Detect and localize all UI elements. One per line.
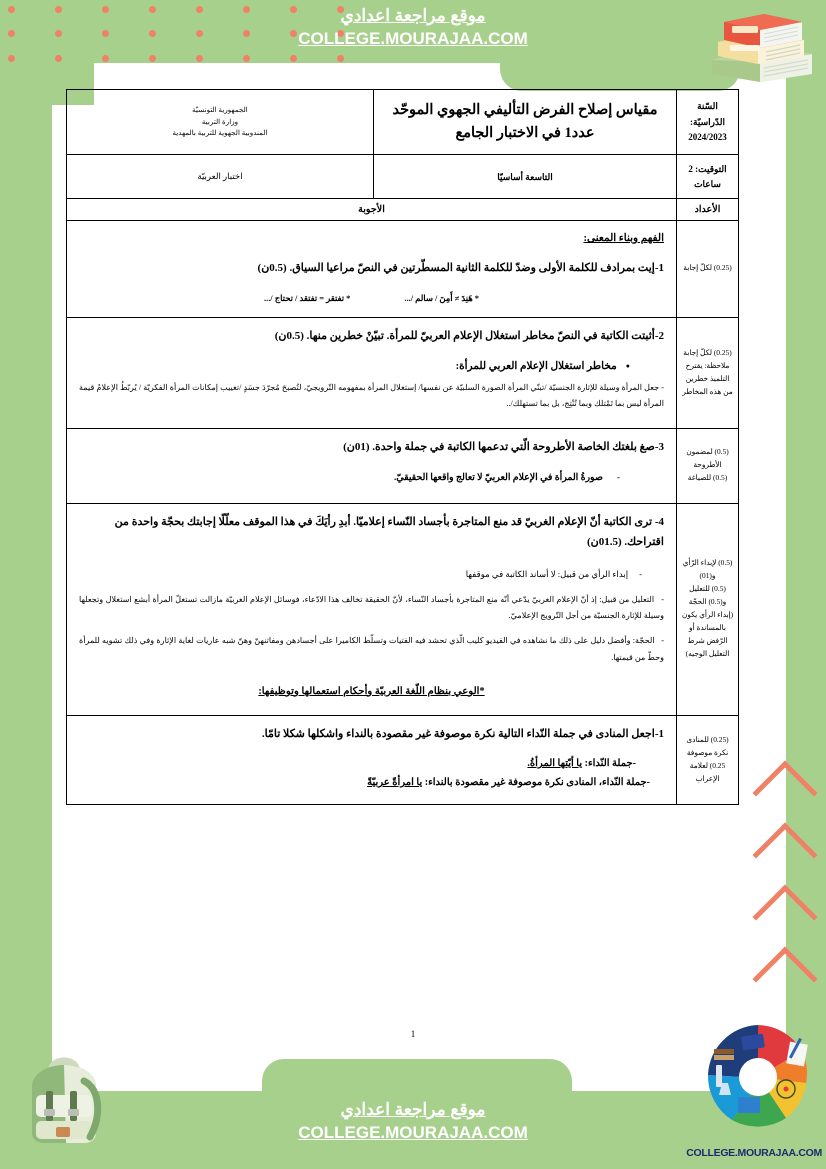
q1-answer-b: * هَنِدَ ≠ أَمِنَ / سالم /...: [404, 293, 479, 303]
books-stack-icon: [704, 2, 820, 86]
marks-q4-note: (إبداء الرأي يكون بالمساندة أو الرّفض شرط التعليل الوجيه): [681, 610, 734, 659]
exam-title-line2: عدد1 في الاختبار الجامع: [455, 125, 595, 142]
q4-argument-body: الحجّة: وأفضل دليل على ذلك ما نشاهده في الفيديو كليب الّذي تحشد فيه الفتيات وتسلّط الكاميرا على أجسادهن ومفاتنهنّ وهنّ شبه عاريات لغاية الإثارة وفي ذلك تشويه للمرأة وحطّ من قيمتها.: [79, 636, 664, 662]
table-row-header-main: [67, 90, 739, 155]
question-2-bullet-head: ● مخاطر استغلال الإعلام العربي للمرأة:: [79, 360, 630, 372]
q1-answer-a: * تفتقر = تفتقد / تحتاج /...: [264, 293, 351, 303]
header-brand-banner: [0, 6, 826, 49]
grammar-line-original-value: يا أيّتها المرأةُ.: [527, 758, 583, 770]
cell-duration: التوقيت: 2 ساعات: [677, 155, 739, 199]
marks-grammar-q1-b: 0.25) لعلامة الإعراب: [689, 760, 726, 783]
question-2-answer-paragraph: - جعل المرأة وسيلة للإثارة الجنسيّة /تبنّي المرأة الصورة السلبيّة عن نفسها/ إستغلال المرأة بمفهومه التّرويجيّ، لتُصبحَ مُجرّدَ جسَدٍ /تغييب إمكانات المرأة الفكريّة / يُربّطُ الإعلامُ قيمة المرأة ليس بما تَمْتلك وبما تُنْتِج، بل بما تستهلك/..: [79, 382, 664, 409]
body-q2: [67, 317, 677, 429]
exam-sheet: [67, 89, 739, 805]
marks-q3: [677, 429, 739, 503]
section-title-language: *الوعي بنظام اللّغة العربيّة وأحكام استعمالها وتوظيفها:: [258, 685, 485, 697]
marks-q3-content: (0.5) لمضمون الأطروحة: [686, 447, 729, 470]
body-grammar-q1: [67, 715, 677, 804]
marks-q4-justification: (0.5) للتعليل و(0.5) الحجّة: [688, 584, 727, 607]
marks-grammar-q1-a: (0.25) للمنادى نكرة موصوفة: [686, 735, 729, 757]
marks-grammar-q1: [677, 715, 739, 804]
grammar-question-1-text: 1-اجعل المنادى في جملة النّداء التالية نكرة موصوفة غير مقصودة بالنداء واشكلها شكلا تامّا.: [261, 727, 664, 740]
marks-q4: [677, 503, 739, 715]
marks-q1: (0.25) لكلّ إجابة: [677, 221, 739, 317]
header-brand-url[interactable]: COLLEGE.MOURAJAA.COM: [298, 29, 528, 48]
cell-subject: اختبار العربيّة: [67, 155, 374, 199]
q4-justification-body: التعليل من قبيل: إذ أنّ الإعلام الغربيّ يدّعي أنّه منع المتاجرة بأجساد النّساء، لأنّ الحقيقة تخالف هذا الادّعاء، فوسائل الإعلام الغربيّة مازالت تستغلّ المرأة أبشع استغلال وتجعلها وسيلة للإثارة الجنسيّة من أجل التّرويج الإعلاميّ.: [79, 595, 664, 621]
body-q4: [67, 503, 677, 715]
column-head-marks: الأعداد: [677, 199, 739, 221]
school-year-value: 2024/2023: [688, 131, 727, 142]
ministry-line-2: وزارة التربية: [201, 117, 239, 126]
marks-q2-note: ملاحظة: يقترح التلميذ خطرين من هذه المخاطر: [682, 360, 733, 396]
decorative-dot: [55, 55, 62, 62]
decorative-dot: [8, 55, 15, 62]
cell-level: التاسعة أساسيّا: [374, 155, 677, 199]
question-2-text: 2-أثبتت الكاتبة في النصّ مخاطر استغلال الإعلام العربيّ للمرأة. تبيّنْ خطرين منها. (0.5ن): [274, 329, 664, 342]
table-row-header-sub: [67, 155, 739, 199]
decorative-dot: [196, 55, 203, 62]
question-4-answer-justification: [79, 592, 664, 624]
grammar-line-original-label: -جملة النّداء:: [584, 758, 636, 770]
table-row-question-4: [67, 503, 739, 715]
q4-argument-dash: -: [654, 636, 664, 646]
grammar-line-transformed-label: -جملة النّداء، المنادى نكرة موصوفة غير مقصودة بالنداء:: [424, 777, 650, 789]
question-1-text: 1-إيت بمرادف للكلمة الأولى وضدّ للكلمة الثانية المسطّرتين في النصّ مراعيا السياق. (0.5ن): [257, 262, 664, 275]
decorative-dot: [243, 55, 250, 62]
cell-school-year: [677, 90, 739, 155]
ministry-line-1: الجمهورية التونسيّة: [192, 106, 248, 115]
footer-brand-url[interactable]: COLLEGE.MOURAJAA.COM: [298, 1123, 528, 1142]
body-q3: [67, 429, 677, 503]
decorative-dot: [337, 55, 344, 62]
q4-justification-dash: -: [654, 595, 665, 604]
table-row-column-heads: [67, 199, 739, 221]
exam-table: [66, 89, 739, 805]
marks-q2-value: (0.25) لكلّ إجابة: [683, 347, 732, 357]
column-head-answers: الأجوبة: [67, 199, 677, 221]
cell-exam-title: [374, 90, 677, 155]
question-4-text: 4- ترى الكاتبة أنّ الإعلام الغربيّ قد منع المتاجرة بأجساد النّساء إعلاميّا. أبدِ رأيَكَ في هذا الموقف معلّلًا إجابتك بحجّة واحدة من اقتراحك. (01.5ن): [114, 515, 664, 548]
grammar-line-original: [79, 758, 636, 769]
body-q1: [67, 221, 677, 317]
decorative-dot: [149, 55, 156, 62]
marks-q4-opinion: (0.5) لإبداء الرّأي و(01): [682, 558, 733, 581]
ministry-line-3: المندوبية الجهوية للتربية بالمهدية: [172, 128, 268, 137]
question-4-answer-opinion: - إبداء الرأي من قبيل: لا أساند الكاتبة في موقفها: [79, 566, 642, 583]
table-row-question-3: [67, 429, 739, 503]
cell-ministry: [67, 90, 374, 155]
table-row-question-2: [67, 317, 739, 429]
question-1-answers: [79, 293, 664, 303]
decorative-dot: [290, 55, 297, 62]
question-4-answer-argument: [79, 633, 664, 665]
grammar-line-transformed-value: يا امرأةً عربيّةً: [367, 777, 423, 789]
school-year-label: السّنة الدّراسيّة:: [690, 101, 725, 127]
grammar-line-transformed: [79, 777, 650, 788]
decorative-dot: [102, 55, 109, 62]
table-row-grammar-question-1: [67, 715, 739, 804]
marks-q2: [677, 317, 739, 429]
footer-brand-arabic: موقع مراجعة اعدادي: [340, 1100, 486, 1119]
page-number: 1: [410, 1029, 416, 1039]
header-brand-arabic: موقع مراجعة اعدادي: [340, 6, 486, 25]
bottom-banner-curve: [262, 1059, 572, 1091]
question-3-thesis: - صورةُ المرأة في الإعلام العربيّ لا تعالج واقعها الحقيقيّ.: [79, 472, 620, 483]
education-circle-logo: [698, 1017, 818, 1137]
question-3-text: 3-صغ بلغتك الخاصة الأطروحة الّتي تدعمها الكاتبة في جملة واحدة. (01ن): [343, 441, 664, 454]
backpack-icon: [18, 1041, 110, 1147]
logo-caption-url: COLLEGE.MOURAJAA.COM: [686, 1147, 822, 1159]
table-row-question-1: [67, 221, 739, 317]
section-title-comprehension: الفهم وبناء المعنى:: [583, 233, 664, 245]
left-green-border: [0, 0, 52, 1169]
exam-title-line1: مقياس إصلاح الفرض التأليفي الجهوي الموحّد: [392, 102, 658, 118]
marks-q3-wording: (0.5) للصياغة: [687, 473, 728, 483]
